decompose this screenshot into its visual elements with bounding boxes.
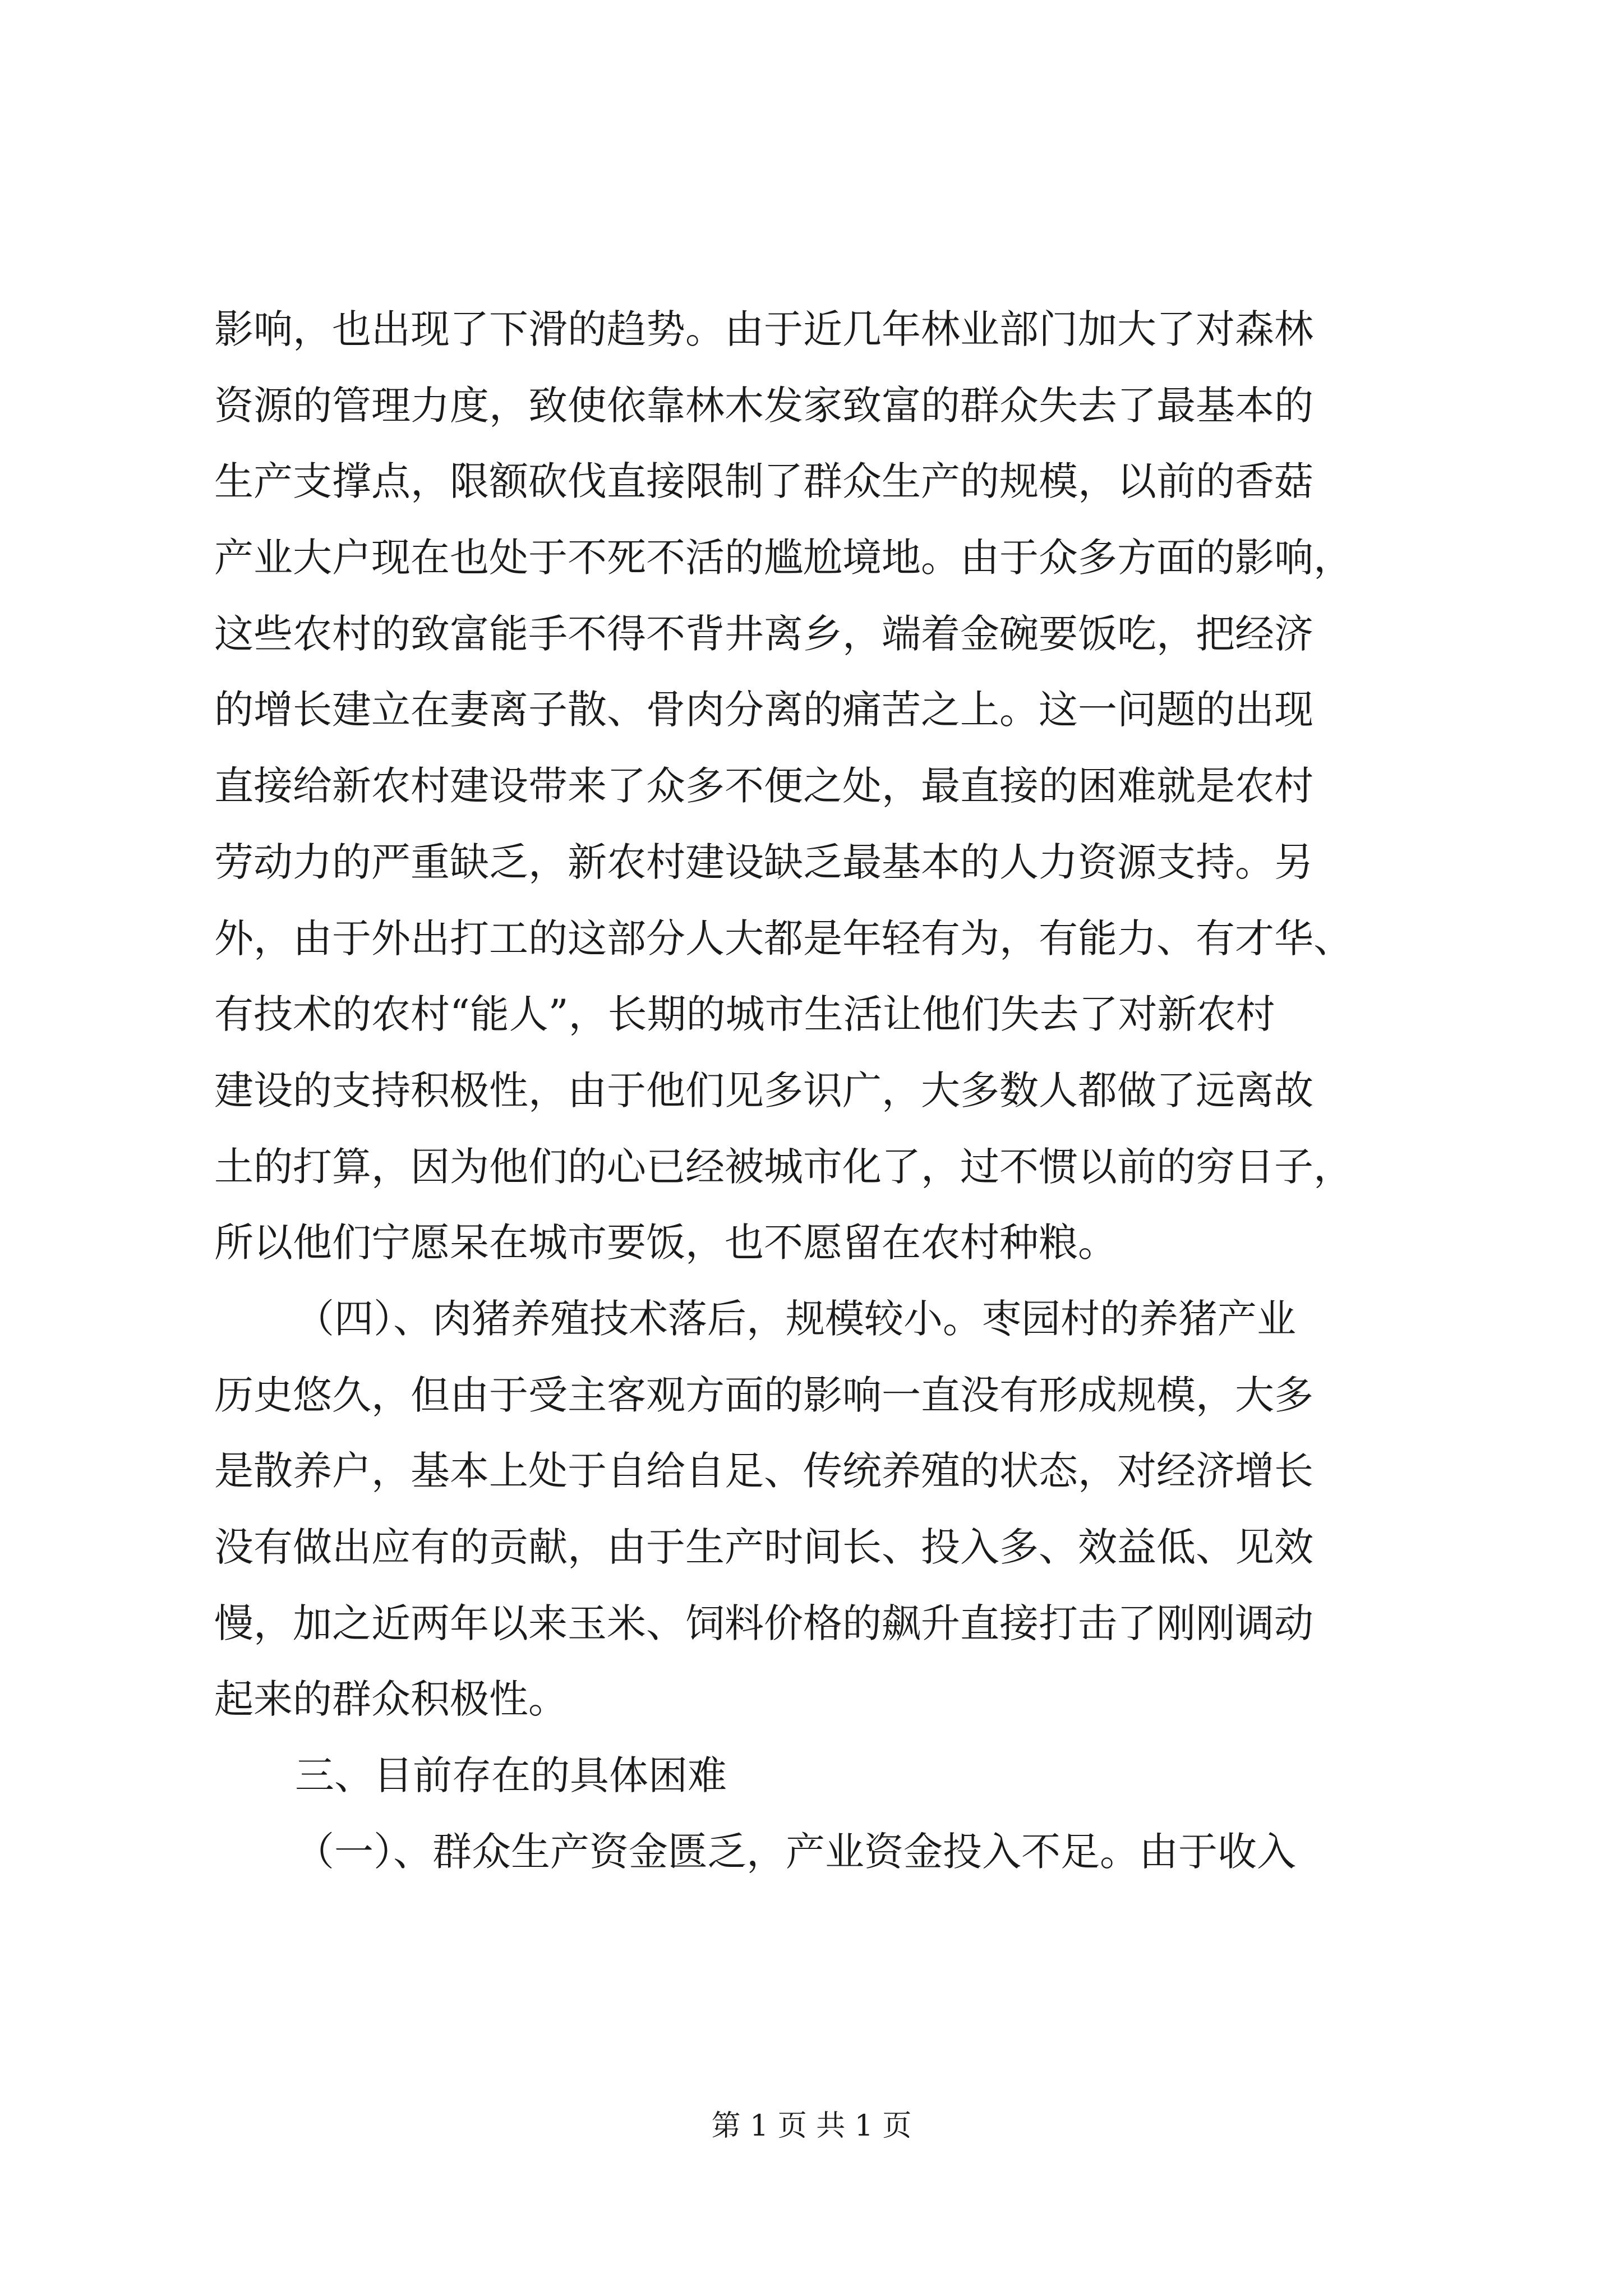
text-line: 生产支撑点，限额砍伐直接限制了群众生产的规模，以前的香菇	[214, 458, 1313, 505]
text-line: 没有做出应有的贡献，由于生产时间长、投入多、效益低、见效	[214, 1524, 1313, 1570]
text-line: 的增长建立在妻离子散、骨肉分离的痛苦之上。这一问题的出现	[214, 687, 1313, 733]
text-line: 土的打算，因为他们的心已经被城市化了，过不惯以前的穷日子，	[214, 1143, 1353, 1190]
text-line: 三、目前存在的具体困难	[295, 1752, 727, 1799]
text-line: （一）、群众生产资金匮乏，产业资金投入不足。由于收入	[295, 1828, 1296, 1875]
text-line: 影响，也出现了下滑的趋势。由于近几年林业部门加大了对森林	[214, 306, 1313, 352]
text-line: 外，由于外出打工的这部分人大都是年轻有为，有能力、有才华、	[214, 915, 1353, 961]
text-line: 直接给新农村建设带来了众多不便之处，最直接的困难就是农村	[214, 763, 1313, 809]
text-line: 起来的群众积极性。	[214, 1676, 568, 1723]
body-text	[214, 292, 1409, 1890]
text-line: 历史悠久，但由于受主客观方面的影响一直没有形成规模，大多	[214, 1372, 1313, 1418]
text-line: 慢，加之近两年以来玉米、饲料价格的飙升直接打击了刚刚调动	[214, 1600, 1313, 1646]
text-line: 这些农村的致富能手不得不背井离乡，端着金碗要饭吃，把经济	[214, 610, 1313, 657]
page-footer: 第 1 页 共 1 页	[711, 2109, 912, 2143]
text-line: （四）、肉猪养殖技术落后，规模较小。枣园村的养猪产业	[295, 1295, 1296, 1342]
text-line: 建设的支持积极性，由于他们见多识广，大多数人都做了远离故	[214, 1067, 1313, 1114]
text-line: 有技术的农村“能人”，长期的城市生活让他们失去了对新农村	[214, 991, 1275, 1038]
text-line: 是散养户，基本上处于自给自足、传统养殖的状态，对经济增长	[214, 1448, 1313, 1494]
text-line: 劳动力的严重缺乏，新农村建设缺乏最基本的人力资源支持。另	[214, 839, 1313, 885]
text-line: 产业大户现在也处于不死不活的尴尬境地。由于众多方面的影响，	[214, 535, 1353, 581]
text-line: 资源的管理力度，致使依靠林木发家致富的群众失去了最基本的	[214, 382, 1313, 429]
text-line: 所以他们宁愿呆在城市要饭，也不愿留在农村种粮。	[214, 1220, 1117, 1266]
